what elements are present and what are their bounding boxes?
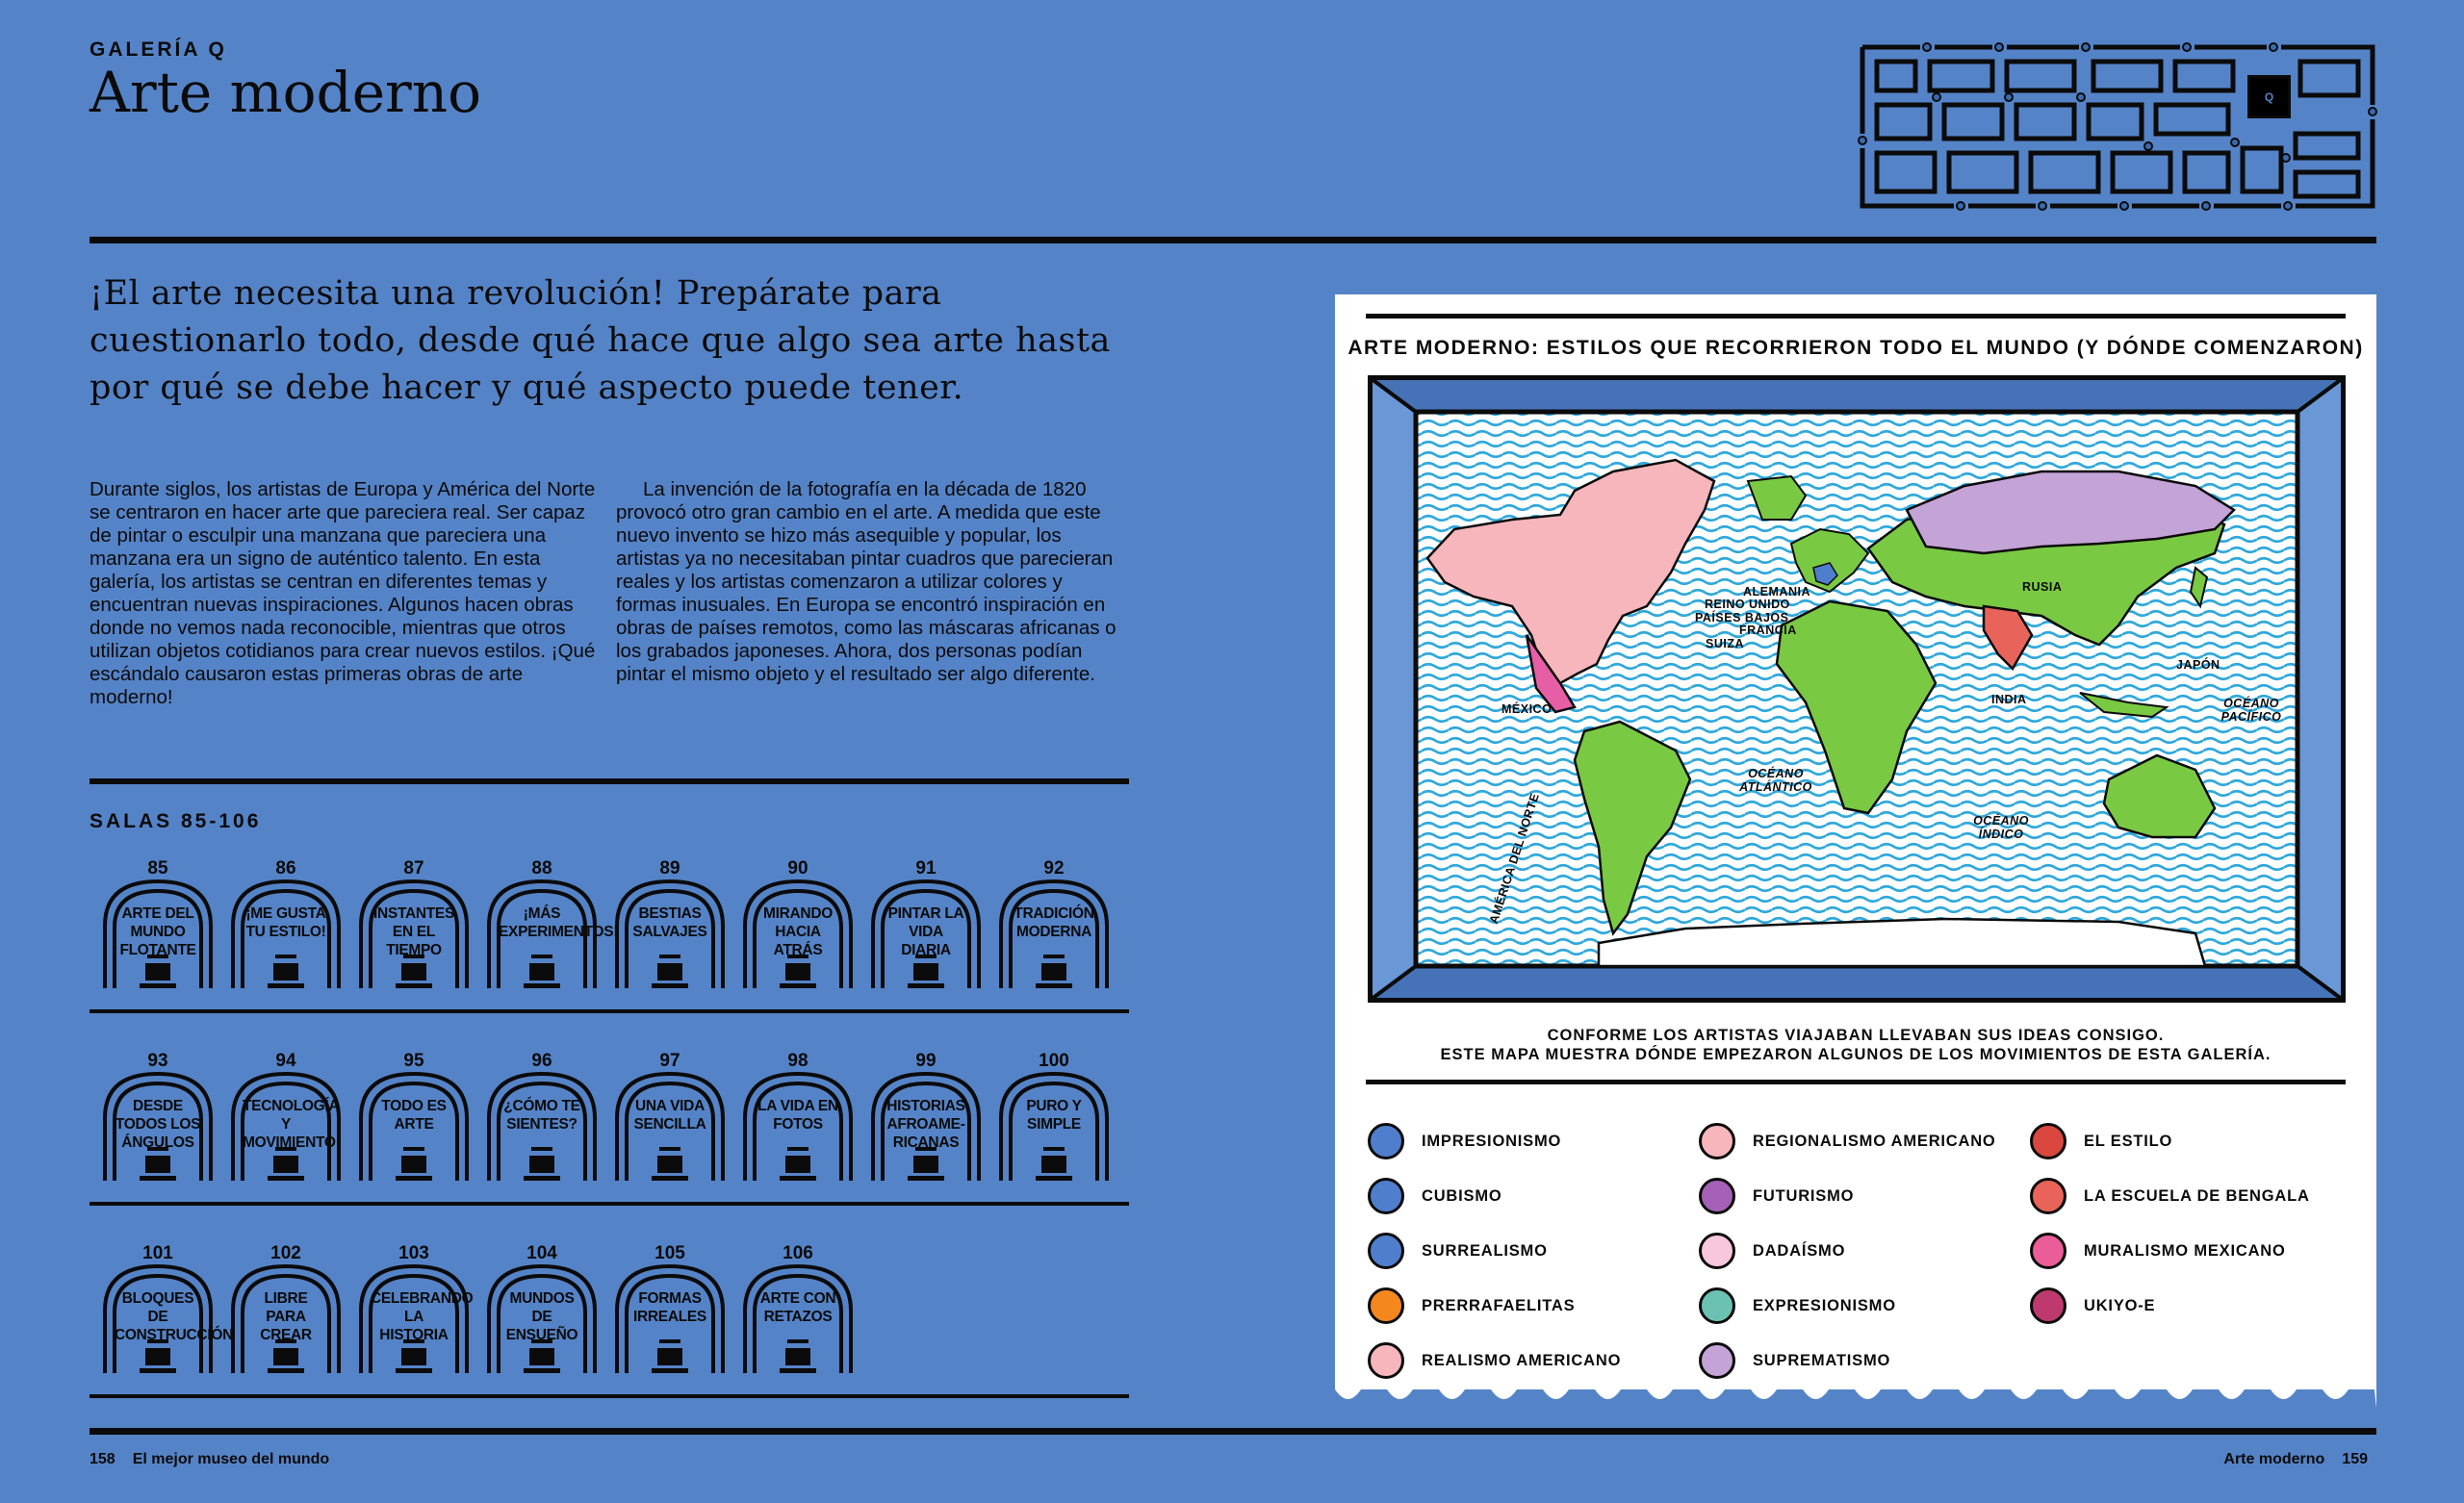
room-label: UNA VIDA SENCILLA	[633, 1098, 706, 1133]
room-89	[613, 858, 727, 983]
legend-swatch	[2030, 1178, 2066, 1214]
label-india: INDIA	[1991, 693, 2027, 706]
world-map	[1368, 375, 2346, 1003]
room-label: LA VIDA EN FOTOS	[757, 1098, 838, 1133]
room-label: ¡MÁS EXPERIMENTOS!	[499, 905, 619, 940]
room-label: ARTE CON RETAZOS	[759, 1290, 836, 1325]
legend-item	[1699, 1286, 1896, 1325]
legend-swatch	[2030, 1287, 2066, 1324]
legend-label: EXPRESIONISMO	[1753, 1296, 1896, 1314]
room-label: HISTORIAS AFROAME-RICANAS	[886, 1098, 965, 1151]
room-number: 91	[915, 858, 937, 879]
room-number: 87	[403, 858, 424, 879]
legend-label: SUPREMATISMO	[1753, 1351, 1891, 1369]
room-104	[485, 1243, 599, 1368]
label-paises-bajos: PAÍSES BAJOS	[1695, 611, 1789, 624]
room-label: DESDE TODOS LOS ÁNGULOS	[115, 1098, 201, 1151]
room-number: 103	[398, 1243, 429, 1263]
legend-swatch	[2030, 1233, 2066, 1269]
map-panel	[1335, 294, 2376, 1407]
room-number: 86	[275, 858, 296, 879]
legend-item	[1368, 1232, 1548, 1270]
room-number: 92	[1043, 858, 1065, 879]
room-88	[485, 858, 619, 983]
rooms-heading: SALAS 85-106	[90, 810, 262, 832]
legend-label: MURALISMO MEXICANO	[2084, 1241, 2286, 1260]
rooms-row-floor-3	[90, 1394, 1129, 1398]
room-label: PURO Y SIMPLE	[1026, 1098, 1082, 1133]
legend-label: UKIYO-E	[2084, 1296, 2156, 1314]
room-86	[229, 858, 343, 983]
floorplan-diagram	[1858, 42, 2377, 212]
label-alemania: ALEMANIA	[1743, 585, 1810, 599]
room-label: MUNDOS DE ENSUEÑO	[505, 1290, 578, 1343]
room-99	[869, 1051, 983, 1176]
legend-label: IMPRESIONISMO	[1422, 1132, 1562, 1150]
room-number: 90	[787, 858, 808, 879]
room-label: FORMAS IRREALES	[633, 1290, 706, 1325]
legend-label: FUTURISMO	[1753, 1186, 1855, 1205]
map-top-rule	[1366, 314, 2346, 318]
gallery-label: GALERÍA Q	[90, 38, 227, 61]
current-gallery-marker	[2247, 75, 2291, 118]
legend-swatch	[1368, 1342, 1404, 1379]
room-number: 94	[275, 1051, 296, 1071]
room-97	[613, 1051, 727, 1176]
room-91	[869, 858, 983, 983]
room-label: PINTAR LA VIDA DIARIA	[887, 905, 964, 958]
room-98	[741, 1051, 855, 1176]
legend-item	[2030, 1232, 2286, 1270]
room-105	[613, 1243, 727, 1368]
legend-swatch	[1699, 1287, 1735, 1324]
legend-item	[1699, 1232, 1845, 1270]
room-number: 104	[526, 1243, 557, 1263]
room-87	[357, 858, 471, 983]
room-label: TODO ES ARTE	[381, 1098, 447, 1133]
room-label: INSTANTES EN EL TIEMPO	[373, 905, 454, 958]
room-label: TRADICIÓN MODERNA	[1014, 905, 1094, 940]
room-number: 85	[147, 858, 168, 879]
room-number: 102	[270, 1243, 301, 1263]
room-label: LIBRE PARA CREAR	[260, 1290, 312, 1343]
label-oceano-atlantico: OCÉANO ATLÁNTICO	[1739, 767, 1812, 794]
legend-swatch	[1368, 1287, 1404, 1324]
footer-left	[90, 1451, 329, 1468]
legend-item	[1368, 1177, 1502, 1215]
footer-rule	[90, 1428, 2376, 1435]
room-95	[357, 1051, 471, 1176]
label-japon: JAPÓN	[2176, 658, 2220, 672]
room-number: 88	[531, 858, 552, 879]
current-gallery-letter: Q	[2264, 90, 2274, 104]
torn-edge	[1335, 1389, 2376, 1409]
legend-item	[1699, 1122, 1996, 1160]
rooms-rule	[90, 778, 1129, 784]
map-title: ARTE MODERNO: ESTILOS QUE RECORRIERON TODO EL MUNDO (Y DÓNDE COMENZARON)	[1348, 337, 2364, 359]
room-93	[101, 1051, 215, 1176]
room-number: 105	[654, 1243, 685, 1263]
legend-item	[2030, 1286, 2155, 1325]
legend-item	[2030, 1122, 2172, 1160]
label-francia: FRANCIA	[1739, 624, 1797, 637]
page-number-right: 159	[2342, 1451, 2368, 1467]
legend-label: PRERRAFAELITAS	[1422, 1296, 1576, 1314]
legend-swatch	[2030, 1123, 2066, 1159]
legend-label: REGIONALISMO AMERICANO	[1753, 1132, 1996, 1150]
header-rule	[90, 237, 2376, 243]
label-america-norte: AMÉRICA DEL NORTE	[1486, 791, 1542, 926]
room-label: ARTE DEL MUNDO FLOTANTE	[119, 905, 196, 958]
legend-item	[2030, 1177, 2310, 1215]
page-title: Arte moderno	[90, 60, 482, 125]
label-mexico: MÉXICO	[1502, 702, 1553, 716]
room-103	[357, 1243, 474, 1368]
room-label: MIRANDO HACIA ATRÁS	[763, 905, 833, 958]
legend-item	[1368, 1122, 1561, 1160]
legend-swatch	[1368, 1178, 1404, 1214]
room-number: 95	[403, 1051, 424, 1071]
chapter-title: Arte moderno	[2223, 1451, 2325, 1467]
room-number: 101	[142, 1243, 173, 1263]
room-label: BESTIAS SALVAJES	[632, 905, 707, 940]
legend-rule	[1366, 1080, 2346, 1084]
room-label: BLOQUES DE CONSTRUCCIÓN	[115, 1290, 233, 1343]
map-caption: CONFORME LOS ARTISTAS VIAJABAN LLEVABAN SUS IDEAS CONSIGO. ESTE MAPA MUESTRA DÓNDE EMPEZARON ALGUNOS DE LOS MOVIMIENTOS DE ESTA GALERÍA.	[1440, 1027, 2272, 1063]
label-suiza: SUIZA	[1706, 637, 1744, 650]
legend-label: REALISMO AMERICANO	[1422, 1351, 1622, 1369]
room-number: 99	[915, 1051, 937, 1071]
legend-swatch	[1699, 1178, 1735, 1214]
label-rusia: RUSIA	[2022, 580, 2063, 594]
footer-right	[2223, 1451, 2368, 1468]
legend-item	[1368, 1341, 1621, 1380]
rooms-row-floor-1	[90, 1009, 1129, 1013]
room-number: 98	[787, 1051, 808, 1071]
label-oceano-indico: OCÉANO ÍNDICO	[1973, 814, 2029, 841]
legend-item	[1699, 1341, 1890, 1380]
room-number: 106	[783, 1243, 813, 1263]
legend-item	[1368, 1286, 1575, 1325]
room-label: TECNOLOGÍA Y MOVIMIENTO	[243, 1098, 340, 1151]
body-column-2: La invención de la fotografía en la década de 1820 provocó otro gran cambio en el arte. A medida que este nuevo invento se hizo más asequible y popular, los artistas ya no necesitaban pintar cuadros que parecieran reales y los artistas comenzaron a utilizar colores y formas inusuales. En Europa se encontró inspiración en obras de países remotos, como las máscaras africanas o los grabados japoneses. Ahora, dos personas podían pintar el mismo objeto y el resultado ser algo diferente.	[616, 478, 1116, 685]
room-label: ¿CÓMO TE SIENTES?	[503, 1098, 580, 1133]
room-96	[485, 1051, 599, 1176]
legend-item	[1699, 1177, 1854, 1215]
legend-label: CUBISMO	[1422, 1186, 1502, 1205]
room-label: ¡ME GUSTA TU ESTILO!	[245, 905, 326, 940]
legend-label: LA ESCUELA DE BENGALA	[2084, 1186, 2310, 1205]
label-oceano-pacifico: OCÉANO PACÍFICO	[2220, 697, 2282, 724]
legend-swatch	[1368, 1123, 1404, 1159]
room-92	[997, 858, 1111, 983]
room-number: 100	[1039, 1051, 1069, 1071]
rooms-row-floor-2	[90, 1202, 1129, 1206]
legend-swatch	[1368, 1233, 1404, 1269]
label-reino-unido: REINO UNIDO	[1705, 598, 1790, 611]
book-title: El mejor museo del mundo	[132, 1451, 330, 1467]
legend-label: DADAÍSMO	[1753, 1241, 1846, 1260]
room-85	[101, 858, 215, 983]
page-number-left: 158	[90, 1451, 116, 1467]
room-number: 97	[659, 1051, 680, 1071]
legend-swatch	[1699, 1123, 1735, 1159]
legend-label: EL ESTILO	[2084, 1132, 2173, 1150]
room-100	[997, 1051, 1111, 1176]
intro-paragraph: ¡El arte necesita una revolución! Prepárate para cuestionarlo todo, desde qué hace que algo sea arte hasta por qué se debe hacer y qué aspecto puede tener.	[90, 274, 1111, 407]
legend-swatch	[1699, 1233, 1735, 1269]
room-102	[229, 1243, 343, 1368]
room-106	[741, 1243, 855, 1368]
room-number: 96	[531, 1051, 552, 1071]
legend-swatch	[1699, 1342, 1735, 1379]
legend-label: SURREALISMO	[1422, 1241, 1548, 1260]
room-101	[101, 1243, 233, 1368]
body-column-1: Durante siglos, los artistas de Europa y América del Norte se centraron en hacer arte que pareciera real. Ser capaz de pintar o esculpir una manzana que pareciera una manzana era un signo de auténtico talento. En esta galería, los artistas se centran en diferentes temas y encuentran nuevas inspiraciones. Algunos hacen obras donde no vemos nada reconocible, mientras que otros utilizan objetos cotidianos para crear nuevos estilos. ¡Qué escándalo causaron estas primeras obras de arte moderno!	[90, 478, 596, 708]
room-number: 89	[659, 858, 680, 879]
room-90	[741, 858, 855, 983]
room-label: CELEBRANDO LA HISTORIA	[371, 1290, 474, 1343]
room-94	[229, 1051, 343, 1176]
room-number: 93	[147, 1051, 168, 1071]
